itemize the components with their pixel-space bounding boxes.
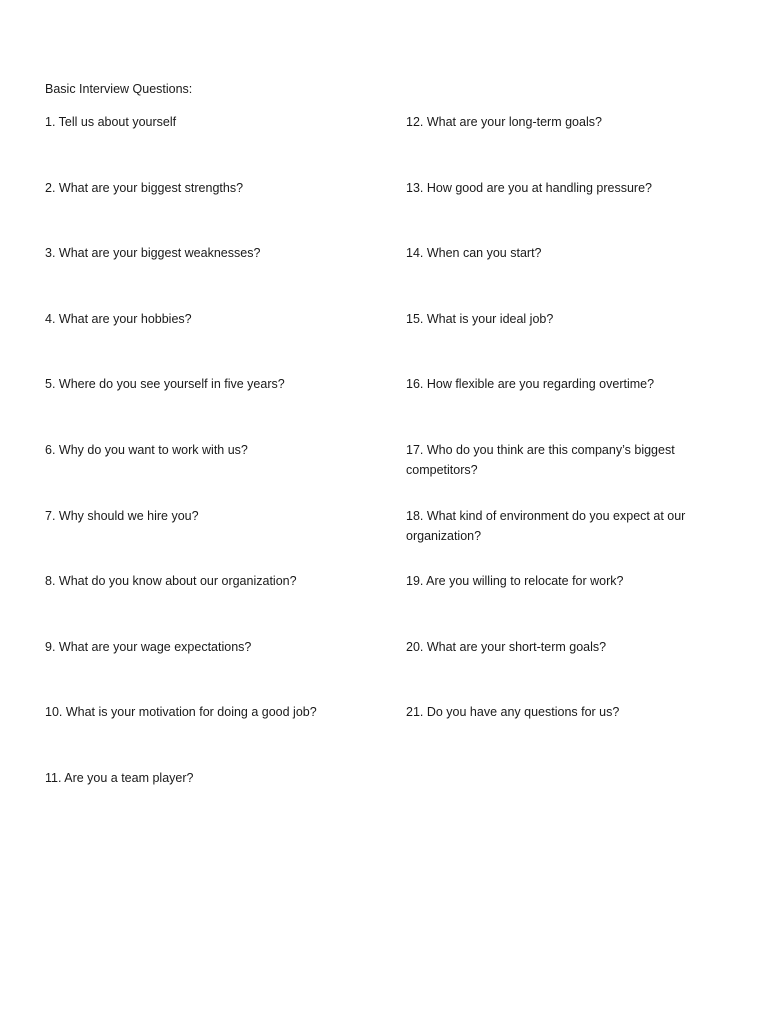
question-item: 3. What are your biggest weaknesses? [45,246,261,261]
question-list-right [406,112,706,722]
question-item: 12. What are your long-term goals? [406,115,602,129]
question-item: 1. Tell us about yourself [45,115,177,129]
document-title: Basic Interview Questions: [45,82,193,96]
question-item: 9. What are your wage expectations? [45,639,252,654]
question-item: 4. What are your hobbies? [45,311,192,326]
question-item: 8. What do you know about our organization? [45,574,297,589]
question-item: 5. Where do you see yourself in five years? [45,377,285,392]
question-item: 10. What is your motivation for doing a good job? [45,705,317,720]
question-item: 19. Are you willing to relocate for work? [406,574,624,589]
question-item: 6. Why do you want to work with us? [45,442,248,457]
question-item: 18. What kind of environment do you expect at our organization? [406,508,686,543]
question-item: 21. Do you have any questions for us? [406,705,620,720]
question-item: 17. Who do you think are this company’s biggest competitors? [406,442,675,477]
question-item: 13. How good are you at handling pressure? [406,180,652,195]
question-item: 15. What is your ideal job? [406,311,554,326]
question-item: 2. What are your biggest strengths? [45,180,244,195]
question-item: 16. How flexible are you regarding overtime? [406,377,655,392]
question-item: 20. What are your short-term goals? [406,639,607,654]
question-item: 14. When can you start? [406,246,542,261]
question-item: 7. Why should we hire you? [45,508,199,523]
question-item: 11. Are you a team player? [45,770,194,785]
question-list-left [45,112,365,788]
